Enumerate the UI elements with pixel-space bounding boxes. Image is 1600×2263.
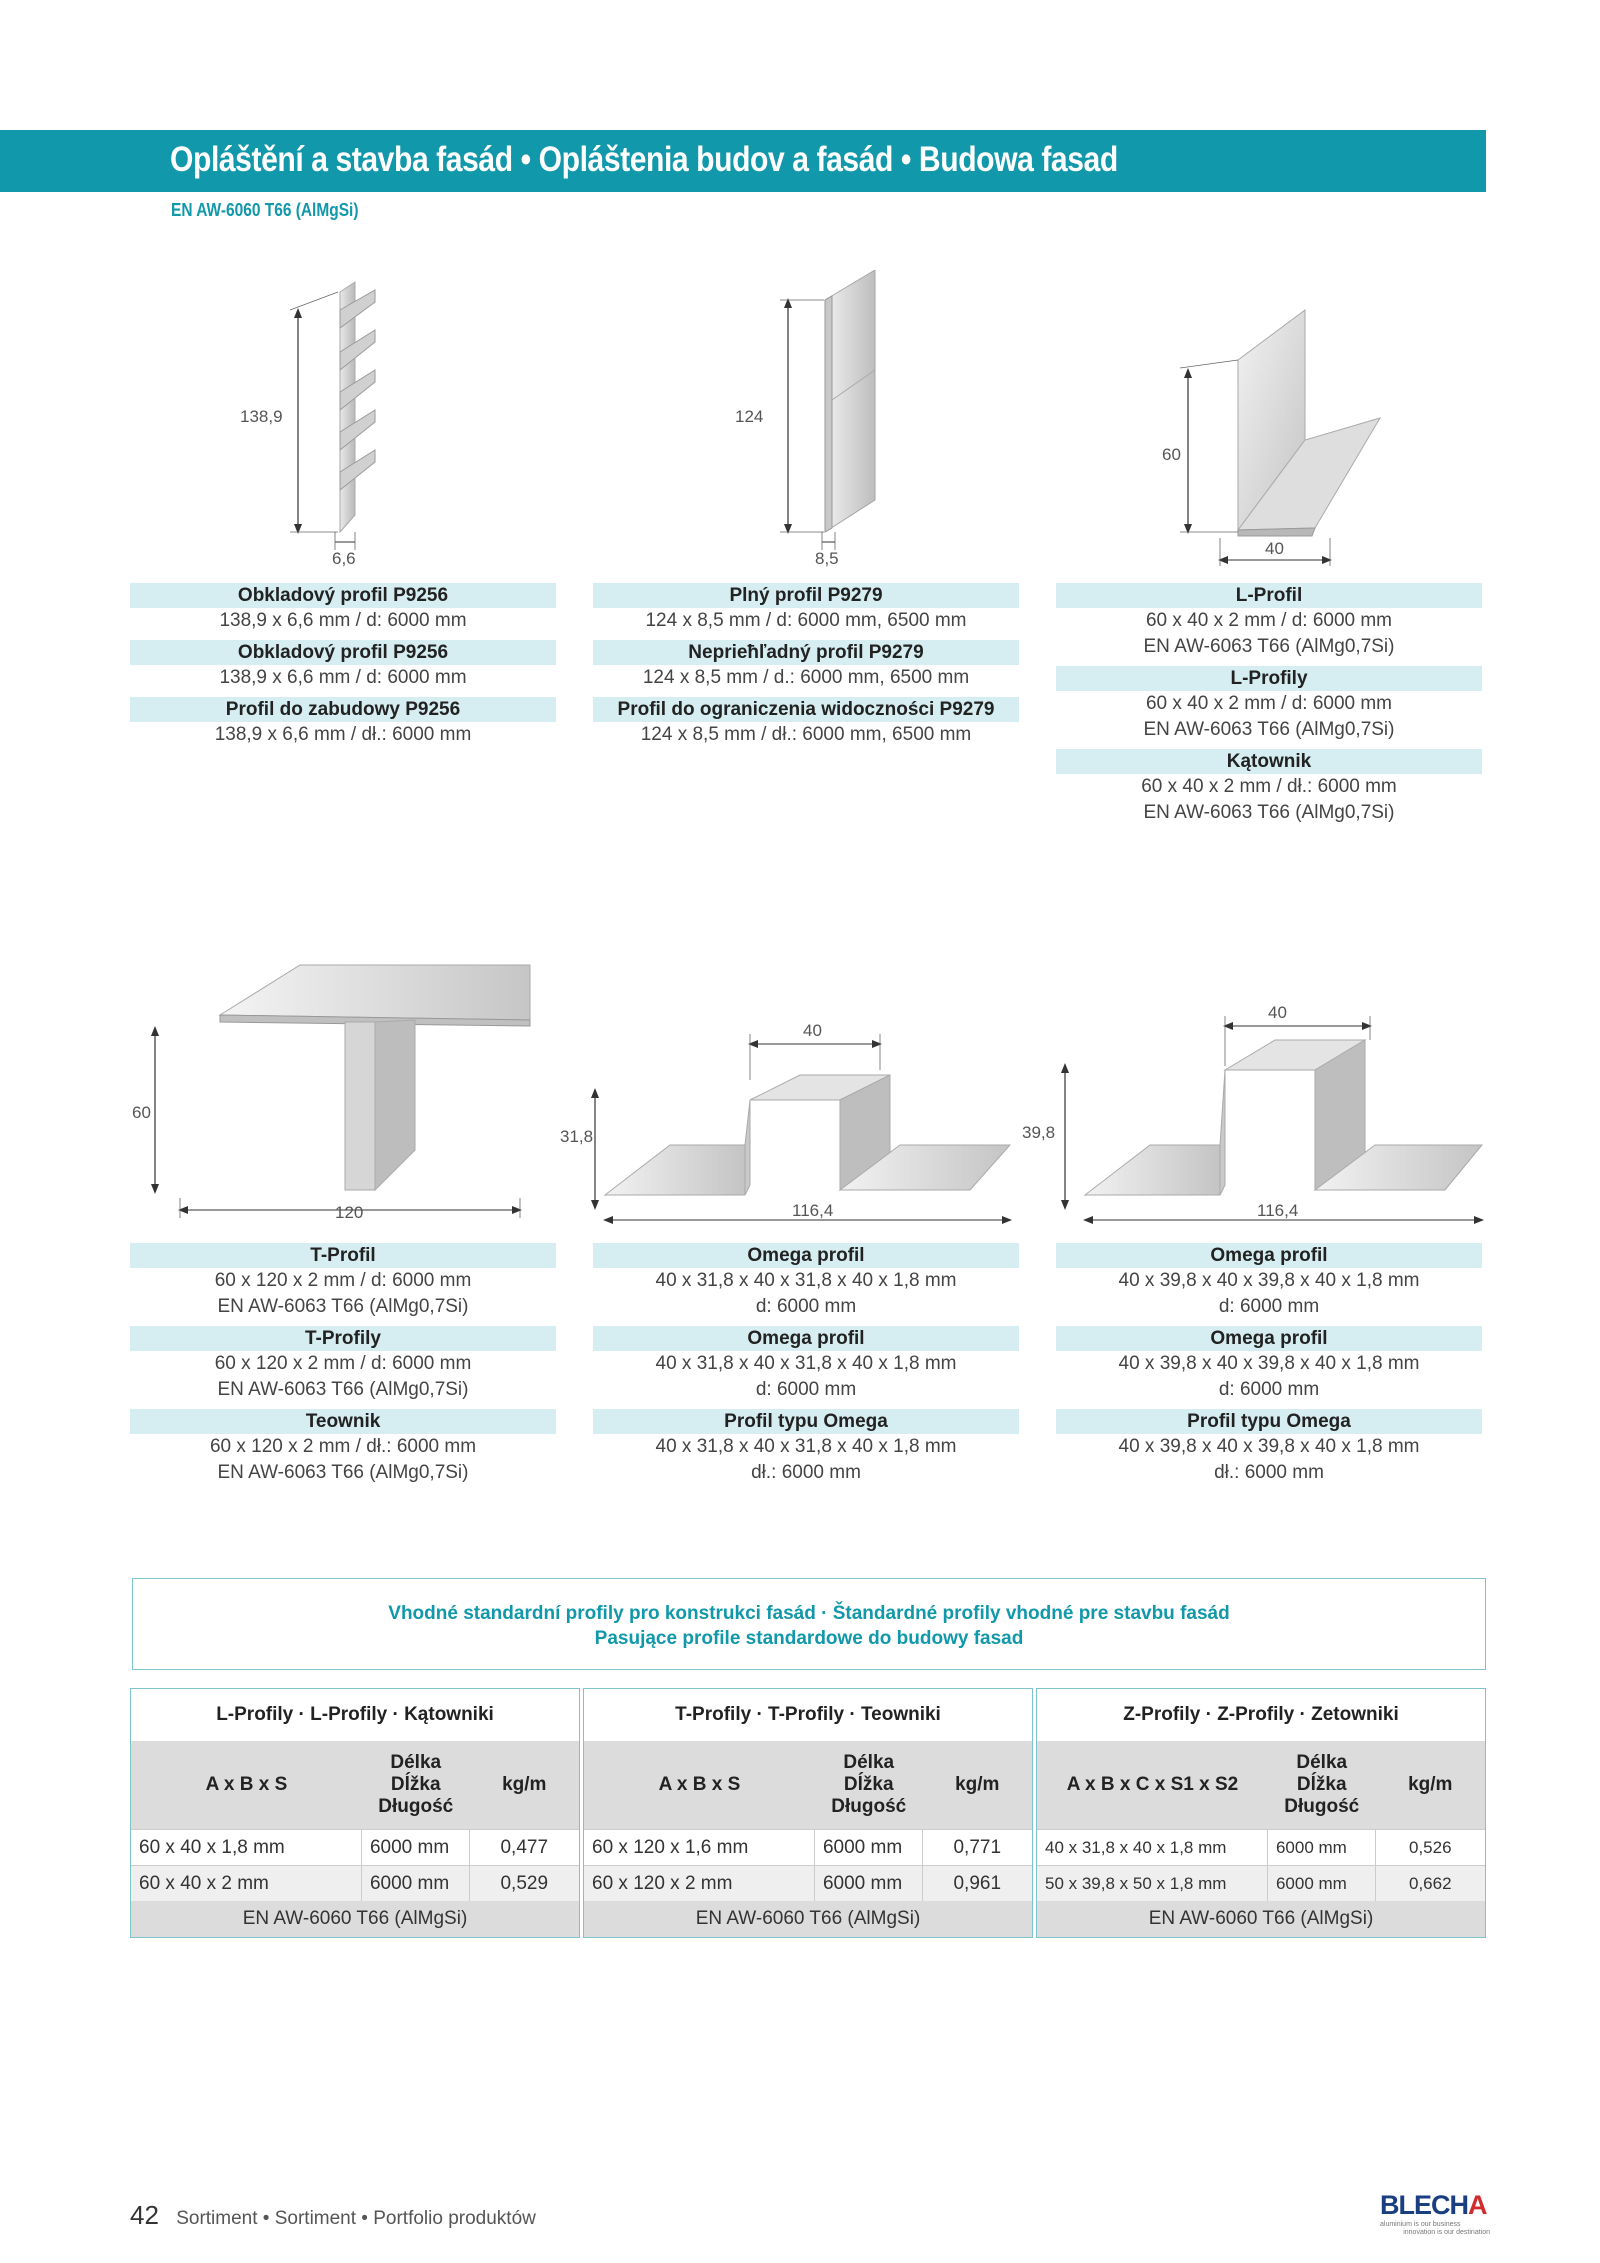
spec-block (130, 640, 556, 691)
spec-line: 124 x 8,5 mm / dł.: 6000 mm, 6500 mm (640, 724, 972, 745)
spec-block (593, 583, 1019, 634)
spec-title: T-Profil (130, 1243, 556, 1268)
col-length (815, 1752, 923, 1818)
table-column-header (584, 1741, 1032, 1829)
spec-line: 138,9 x 6,6 mm / d: 6000 mm (219, 667, 467, 688)
spec-col-p9256 (130, 583, 556, 754)
spec-line: 60 x 40 x 2 mm / d: 6000 mm (1145, 693, 1393, 714)
dim-height: 31,8 (560, 1127, 594, 1146)
drawing-omega-31 (560, 1020, 1020, 1230)
spec-line: EN AW-6063 T66 (AlMg0,7Si) (217, 1462, 469, 1483)
spec-col-p9279 (593, 583, 1019, 754)
col-length-line: Dĺžka (390, 1774, 441, 1795)
spec-line: 40 x 39,8 x 40 x 39,8 x 40 x 1,8 mm (1118, 1270, 1420, 1291)
spec-block (130, 1326, 556, 1403)
spec-line: d: 6000 mm (755, 1296, 857, 1317)
spec-title: Obkladový profil P9256 (130, 583, 556, 608)
col-length-line: Długość (1284, 1796, 1360, 1817)
page-title: Opláštění a stavba fasád • Opláštenia budov a fasád • Budowa fasad (170, 140, 1118, 179)
table-footer: EN AW-6060 T66 (AlMgSi) (584, 1901, 1032, 1937)
logo-name: BLECH (1380, 2190, 1468, 2220)
spec-line: 40 x 39,8 x 40 x 39,8 x 40 x 1,8 mm (1118, 1353, 1420, 1374)
spec-line: 124 x 8,5 mm / d: 6000 mm, 6500 mm (645, 610, 967, 631)
col-length-line: Délka (1296, 1752, 1348, 1773)
dim-height: 39,8 (1022, 1123, 1056, 1142)
spec-block (1056, 666, 1482, 743)
spec-line: d: 6000 mm (755, 1379, 857, 1400)
info-line-2: Pasujące profile standardowe do budowy fasad (594, 1628, 1024, 1649)
table-footer: EN AW-6060 T66 (AlMgSi) (1037, 1901, 1485, 1937)
dim-width: 6,6 (332, 549, 356, 568)
header-banner (0, 130, 1486, 192)
spec-line: EN AW-6063 T66 (AlMg0,7Si) (1143, 719, 1395, 740)
spec-line: 40 x 39,8 x 40 x 39,8 x 40 x 1,8 mm (1118, 1436, 1420, 1457)
dim-width: 40 (1265, 539, 1284, 558)
spec-block (593, 640, 1019, 691)
col-weight: kg/m (955, 1774, 1000, 1795)
table-title: L-Profily · L-Profily · Kątowniki (216, 1704, 494, 1725)
table-row (584, 1865, 1032, 1901)
spec-line: dł.: 6000 mm (1214, 1462, 1324, 1483)
table-cell: 50 x 39,8 x 50 x 1,8 mm (1037, 1866, 1268, 1901)
spec-block (1056, 1243, 1482, 1320)
spec-line: 138,9 x 6,6 mm / dł.: 6000 mm (214, 724, 472, 745)
spec-line: EN AW-6063 T66 (AlMg0,7Si) (1143, 636, 1395, 657)
table-z-profily (1036, 1688, 1486, 1938)
drawing-l-profil (1150, 300, 1400, 570)
dim-height: 124 (735, 407, 764, 426)
spec-block (130, 697, 556, 748)
spec-title: Profil do zabudowy P9256 (130, 697, 556, 722)
col-length-line: Dĺžka (1296, 1774, 1347, 1795)
table-cell: 6000 mm (362, 1830, 470, 1865)
spec-title: Profil typu Omega (593, 1409, 1019, 1434)
table-cell: 40 x 31,8 x 40 x 1,8 mm (1037, 1830, 1268, 1865)
spec-col-omega-31 (593, 1243, 1019, 1492)
table-title: Z-Profily · Z-Profily · Zetowniki (1123, 1704, 1399, 1725)
material-subtitle: EN AW-6060 T66 (AlMgSi) (171, 200, 359, 220)
spec-line: dł.: 6000 mm (751, 1462, 861, 1483)
table-cell: 60 x 40 x 2 mm (131, 1866, 362, 1901)
page-number: 42 (130, 2200, 159, 2230)
table-cell: 0,477 (500, 1837, 549, 1858)
spec-block (130, 1243, 556, 1320)
table-l-profily (130, 1688, 580, 1938)
col-dims: A x B x S (205, 1774, 288, 1795)
spec-title: Neprieħľadný profil P9279 (593, 640, 1019, 665)
table-cell: 6000 mm (1268, 1830, 1376, 1865)
col-length (1268, 1752, 1376, 1818)
spec-title: Profil typu Omega (1056, 1409, 1482, 1434)
dim-height: 60 (132, 1103, 151, 1122)
logo-accent: A (1468, 2190, 1487, 2220)
table-cell: 0,526 (1408, 1838, 1452, 1857)
table-row (131, 1865, 579, 1901)
table-cell: 60 x 120 x 1,6 mm (584, 1830, 815, 1865)
spec-line: 60 x 120 x 2 mm / d: 6000 mm (214, 1353, 472, 1374)
table-cell: 0,662 (1408, 1874, 1452, 1893)
dim-top: 40 (1268, 1003, 1287, 1022)
spec-title: Profil do ograniczenia widoczności P9279 (593, 697, 1019, 722)
page-footer (130, 2200, 536, 2231)
col-weight: kg/m (1408, 1774, 1453, 1795)
blecha-logo (1380, 2190, 1490, 2237)
col-weight: kg/m (502, 1774, 547, 1795)
col-length-line: Délka (390, 1752, 442, 1773)
spec-line: d: 6000 mm (1218, 1296, 1320, 1317)
col-dims: A x B x S (658, 1774, 741, 1795)
spec-block (1056, 1409, 1482, 1486)
spec-line: 60 x 40 x 2 mm / d: 6000 mm (1145, 610, 1393, 631)
dim-width: 116,4 (792, 1201, 834, 1220)
table-cell: 6000 mm (815, 1866, 923, 1901)
table-row (131, 1829, 579, 1865)
spec-title: Obkladový profil P9256 (130, 640, 556, 665)
dim-width: 116,4 (1257, 1201, 1299, 1220)
col-length-line: Dĺžka (843, 1774, 894, 1795)
spec-block (593, 1326, 1019, 1403)
spec-line: 60 x 120 x 2 mm / dł.: 6000 mm (209, 1436, 477, 1457)
spec-title: L-Profil (1056, 583, 1482, 608)
spec-block (1056, 749, 1482, 826)
spec-line: EN AW-6063 T66 (AlMg0,7Si) (1143, 802, 1395, 823)
drawing-t-profil (125, 960, 545, 1230)
table-row (1037, 1829, 1485, 1865)
spec-col-omega-39 (1056, 1243, 1482, 1492)
spec-title: Omega profil (1056, 1326, 1482, 1351)
table-cell: 6000 mm (1268, 1866, 1376, 1901)
table-column-header (1037, 1741, 1485, 1829)
spec-title: Kątownik (1056, 749, 1482, 774)
spec-title: Omega profil (1056, 1243, 1482, 1268)
table-cell: 6000 mm (815, 1830, 923, 1865)
col-dims: A x B x C x S1 x S2 (1066, 1774, 1239, 1795)
spec-title: Omega profil (593, 1326, 1019, 1351)
col-length-line: Délka (843, 1752, 895, 1773)
info-box (132, 1578, 1486, 1670)
drawing-p9256 (230, 270, 430, 570)
footer-text: Sortiment • Sortiment • Portfolio produktów (176, 2208, 536, 2229)
spec-block (593, 1243, 1019, 1320)
spec-title: L-Profily (1056, 666, 1482, 691)
table-t-profily (583, 1688, 1033, 1938)
spec-line: 40 x 31,8 x 40 x 31,8 x 40 x 1,8 mm (655, 1353, 957, 1374)
table-row (584, 1829, 1032, 1865)
spec-title: T-Profily (130, 1326, 556, 1351)
col-length-line: Długość (831, 1796, 907, 1817)
table-footer: EN AW-6060 T66 (AlMgSi) (131, 1901, 579, 1937)
spec-col-t-profil (130, 1243, 556, 1492)
spec-line: EN AW-6063 T66 (AlMg0,7Si) (217, 1379, 469, 1400)
table-cell: 6000 mm (362, 1866, 470, 1901)
spec-line: EN AW-6063 T66 (AlMg0,7Si) (217, 1296, 469, 1317)
spec-line: 40 x 31,8 x 40 x 31,8 x 40 x 1,8 mm (655, 1436, 957, 1457)
table-cell: 0,529 (500, 1873, 549, 1894)
col-length (362, 1752, 470, 1818)
spec-title: Plný profil P9279 (593, 583, 1019, 608)
drawing-p9279 (720, 270, 920, 570)
logo-tagline-1: aluminium is our business (1380, 2221, 1461, 2228)
dim-height: 60 (1162, 445, 1181, 464)
table-cell: 0,771 (953, 1837, 1002, 1858)
drawing-omega-39 (1020, 1000, 1490, 1230)
spec-block (593, 1409, 1019, 1486)
table-cell: 60 x 120 x 2 mm (584, 1866, 815, 1901)
spec-line: 124 x 8,5 mm / d.: 6000 mm, 6500 mm (642, 667, 970, 688)
spec-block (1056, 583, 1482, 660)
table-title: T-Profily · T-Profily · Teowniki (675, 1704, 941, 1725)
spec-col-l-profil (1056, 583, 1482, 832)
spec-block (1056, 1326, 1482, 1403)
table-cell: 0,961 (953, 1873, 1002, 1894)
spec-line: 60 x 40 x 2 mm / dł.: 6000 mm (1141, 776, 1397, 797)
info-line-1: Vhodné standardní profily pro konstrukci fasád · Štandardné profily vhodné pre stavbu fasád (388, 1603, 1230, 1624)
dim-top: 40 (803, 1021, 822, 1040)
spec-line: d: 6000 mm (1218, 1379, 1320, 1400)
spec-line: 40 x 31,8 x 40 x 31,8 x 40 x 1,8 mm (655, 1270, 957, 1291)
spec-title: Teownik (130, 1409, 556, 1434)
col-length-line: Długość (378, 1796, 454, 1817)
spec-title: Omega profil (593, 1243, 1019, 1268)
dim-height: 138,9 (240, 407, 283, 426)
spec-block (130, 583, 556, 634)
table-cell: 60 x 40 x 1,8 mm (131, 1830, 362, 1865)
spec-line: 138,9 x 6,6 mm / d: 6000 mm (219, 610, 467, 631)
dim-width: 8,5 (815, 549, 839, 568)
table-column-header (131, 1741, 579, 1829)
spec-block (130, 1409, 556, 1486)
spec-block (593, 697, 1019, 748)
table-row (1037, 1865, 1485, 1901)
spec-line: 60 x 120 x 2 mm / d: 6000 mm (214, 1270, 472, 1291)
logo-tagline-2: innovation is our destination (1403, 2229, 1490, 2236)
dim-width: 120 (335, 1203, 364, 1222)
